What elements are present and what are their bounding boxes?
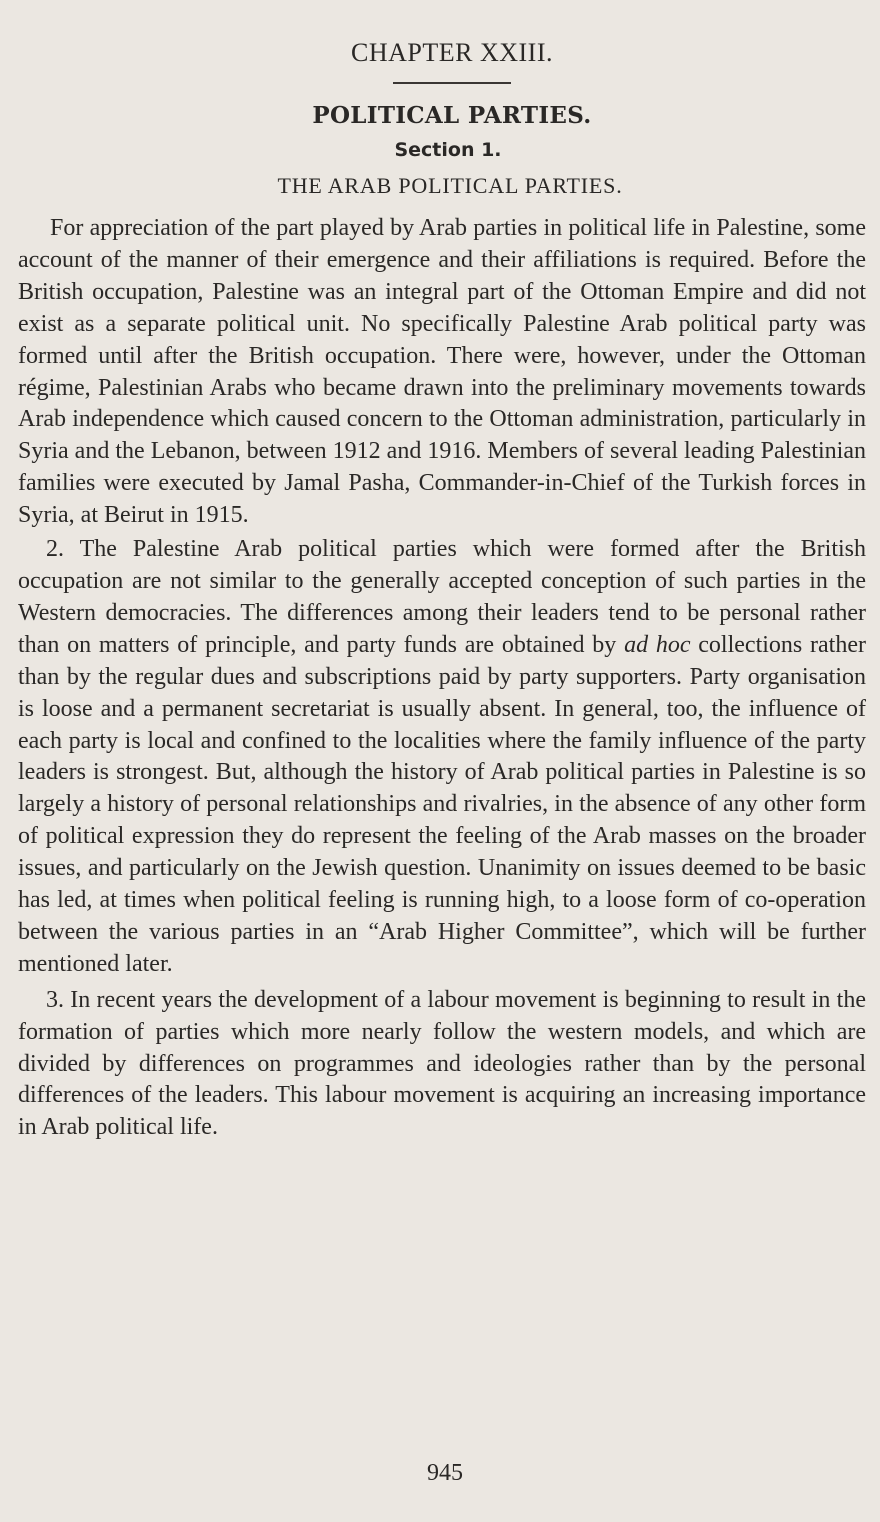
paragraph-2-text-start: 2. The Palestine Arab political parties which were formed after the British occupation are not similar to the generally accepted conception of such parties in the Western democracies. The differences among their leaders tend to be personal rather than on matters of principle, and party funds are obtained by	[18, 536, 866, 658]
paragraph-2-text-end: collections rather than by the regular dues and subscriptions paid by party supporters. Party organisation is loose and a permanent secretariat is usually absent. In general, too, the influence of each party is local and confined to the localities where the family influence of the party leaders is strongest. But, although the history of Arab political parties in Palestine is so largely a history of personal relationships and rivalries, in the absence of any other form of political expression they do represent the feeling of the Arab masses on the broader issues, and particularly on the Jewish question. Unanimity on issues deemed to be basic has led, at times when political feeling is running high, to a loose form of co-operation between the various parties in an “Arab Higher Committee”, which will be further mentioned later.	[18, 631, 866, 977]
section-subtitle: THE ARAB POLITICAL PARTIES.	[277, 173, 623, 198]
section-label: Section 1.	[394, 139, 502, 161]
paragraph-2	[18, 534, 866, 981]
page-title: POLITICAL PARTIES.	[312, 102, 592, 129]
heading-divider	[393, 82, 511, 84]
paragraph-2-italic-term: ad hoc	[624, 631, 691, 658]
paragraph-1: For appreciation of the part played by Arab parties in political life in Palestine, some account of the manner of their emergence and their affiliations is required. Before the British occupation, Palestine was an integral part of the Ottoman Empire and did not exist as a separate political unit. No specifically Palestine Arab political party was formed until after the British occupation. There were, however, under the Ottoman régime, Palestinian Arabs who became drawn into the preliminary movements towards Arab independence which caused concern to the Ottoman administration, particularly in Syria and the Lebanon, between 1912 and 1916. Members of several leading Palestinian families were executed by Jamal Pasha, Commander-in-Chief of the Turkish forces in Syria, at Beirut in 1915.	[18, 215, 866, 529]
page-number: 945	[427, 1460, 463, 1486]
paragraph-3: 3. In recent years the development of a labour movement is beginning to result in the formation of parties which more nearly follow the western models, and which are divided by differences on programmes and ideologies rather than by the personal differences of the leaders. This labour movement is acquiring an increasing importance in Arab political life.	[18, 986, 866, 1141]
chapter-heading: CHAPTER XXIII.	[351, 38, 553, 67]
